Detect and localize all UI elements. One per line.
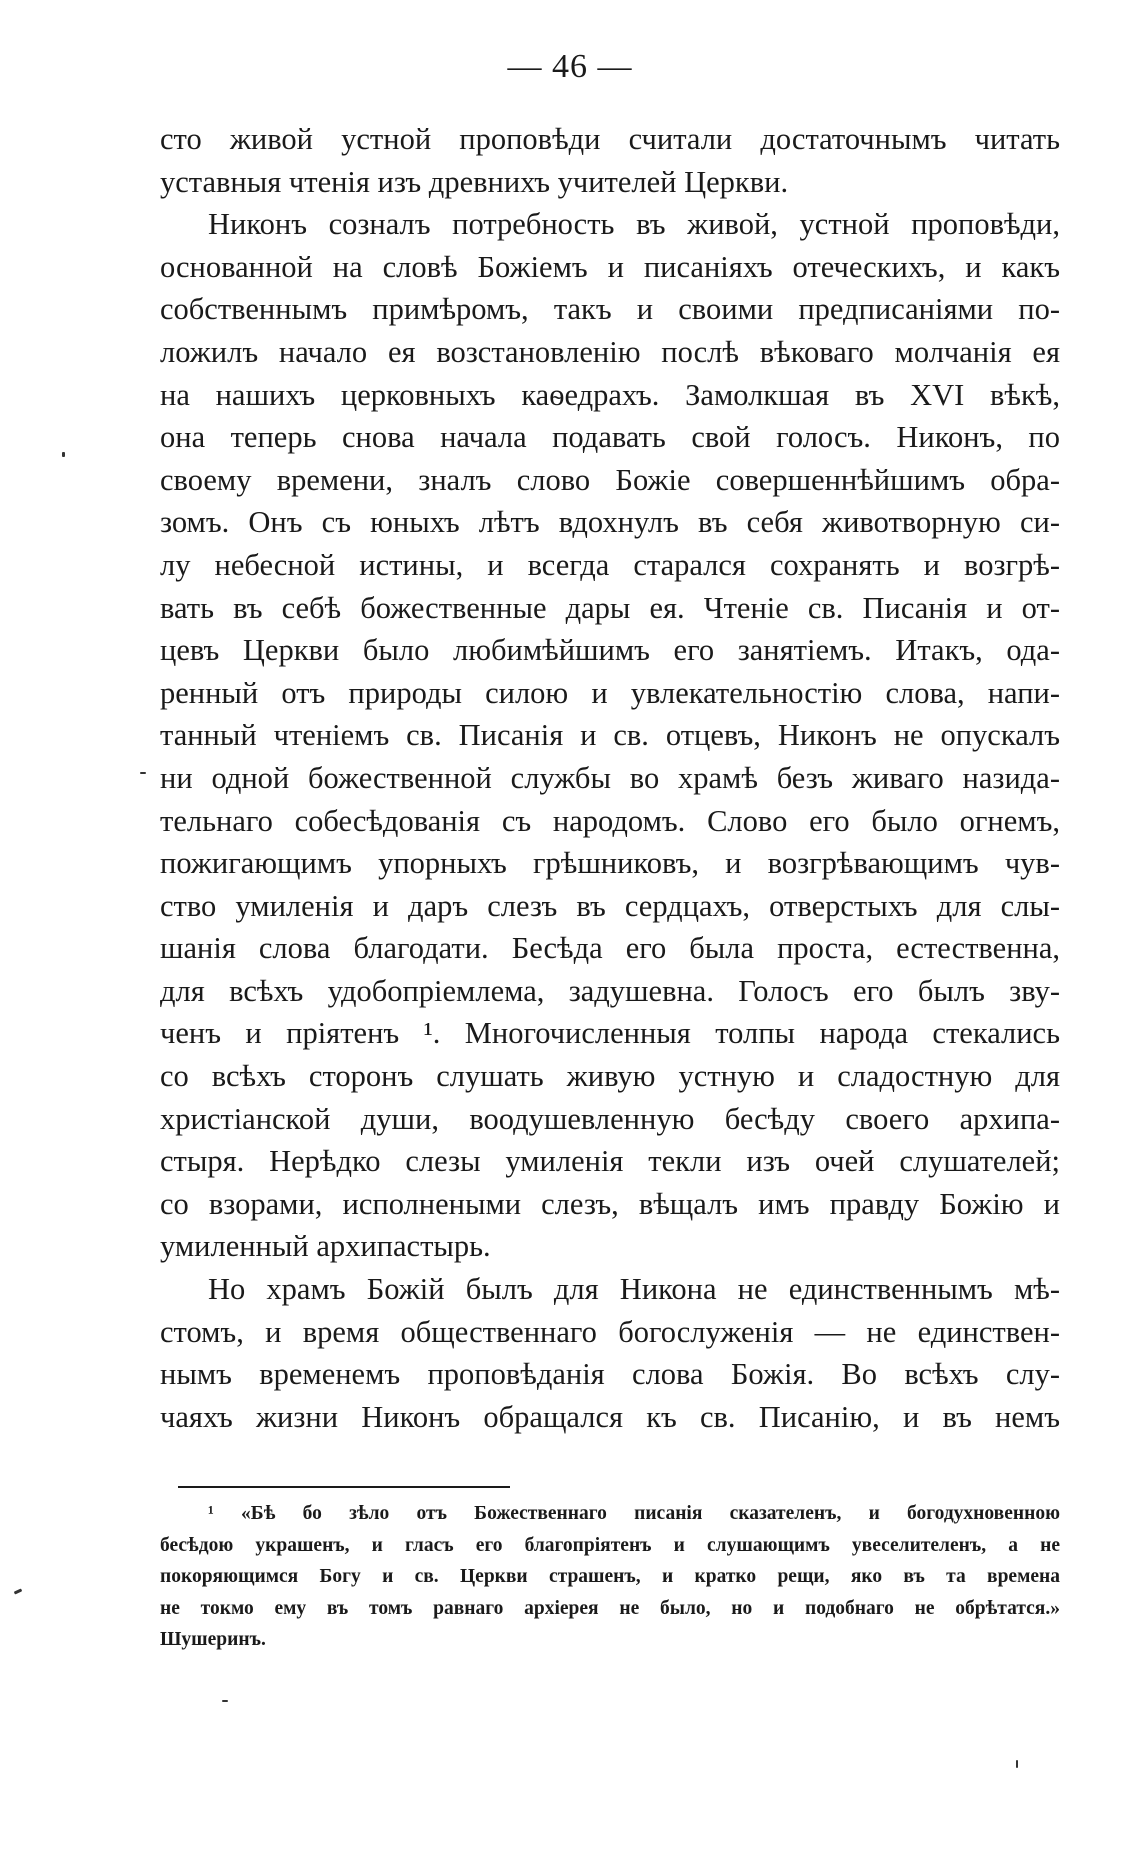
text-line: тельнаго собесѣдованія съ народомъ. Слово его было огнемъ, <box>160 803 1060 838</box>
text-line: ченъ и пріятенъ ¹. Многочисленныя толпы народа стекались <box>160 1016 1060 1051</box>
footnote-line: ¹ «Бѣ бо зѣло отъ Божественнаго писанія сказателенъ, и богодухновенною <box>208 1503 1060 1524</box>
text-line: уставныя чтенія изъ древнихъ учителей Церкви. <box>160 164 789 199</box>
text-line: основанной на словѣ Божіемъ и писаніяхъ отеческихъ, и какъ <box>160 249 1060 284</box>
text-line: зомъ. Онъ съ юныхъ лѣтъ вдохнулъ въ себя животворную си- <box>160 505 1060 540</box>
footnote-line: Шушеринъ. <box>160 1629 266 1650</box>
main-text <box>160 118 1060 1438</box>
text-line: шанія слова благодати. Бесѣда его была проста, естественна, <box>160 931 1060 966</box>
text-line: вать въ себѣ божественные дары ея. Чтеніе св. Писанія и от- <box>160 590 1060 625</box>
text-line: лу небесной истины, и всегда старался сохранять и возгрѣ- <box>160 547 1060 582</box>
paragraph-2 <box>160 203 1060 1268</box>
text-line: нымъ временемъ проповѣданія слова Божія. Во всѣхъ слу- <box>160 1357 1060 1392</box>
text-line: стыря. Нерѣдко слезы умиленія текли изъ очей слушателей; <box>160 1144 1060 1179</box>
text-line: чаяхъ жизни Никонъ обращался къ св. Писанію, и въ немъ <box>160 1399 1060 1434</box>
text-line: сто живой устной проповѣди считали достаточнымъ читать <box>160 122 1060 156</box>
text-line: Но храмъ Божій былъ для Никона не единственнымъ мѣ- <box>208 1272 1060 1307</box>
footnote-line: не токмо ему въ томъ равнаго архіерея не было, но и подобнаго не обрѣтатся.» <box>160 1597 1060 1619</box>
text-line: ство умиленія и даръ слезъ въ сердцахъ, отверстыхъ для слы- <box>160 888 1060 923</box>
paragraph-3 <box>160 1268 1060 1438</box>
text-line: на нашихъ церковныхъ каѳедрахъ. Замолкшая въ XVI вѣкѣ, <box>160 377 1060 412</box>
text-line: для всѣхъ удобопріемлема, задушевна. Голосъ его былъ зву- <box>160 973 1060 1008</box>
text-line: собственнымъ примѣромъ, такъ и своими предписаніями по- <box>160 292 1060 327</box>
text-line: ни одной божественной службы во храмѣ безъ живаго назида- <box>160 760 1060 795</box>
text-line: христіанской души, воодушевленную бесѣду своего архипа- <box>160 1101 1060 1136</box>
text-line: цевъ Церкви было любимѣйшимъ его занятіемъ. Итакъ, ода- <box>160 633 1060 668</box>
text-line: танный чтеніемъ св. Писанія и св. отцевъ, Никонъ не опускалъ <box>160 718 1060 753</box>
scan-speck <box>1016 1760 1018 1768</box>
scan-speck <box>140 772 146 774</box>
text-line: ренный отъ природы силою и увлекательностію слова, напи- <box>160 675 1060 710</box>
scan-speck <box>222 1700 228 1702</box>
text-line: умиленный архипастырь. <box>160 1229 491 1264</box>
page-number: — 46 — <box>507 48 633 85</box>
footnote-line: покоряющимся Богу и св. Церкви страшенъ, и кратко рещи, яко въ та времена <box>160 1566 1060 1587</box>
footnote-line: бесѣдою украшенъ, и гласъ его благопріятенъ и слушающимъ увеселителенъ, а не <box>160 1534 1060 1556</box>
text-line: ложилъ начало ея возстановленію послѣ вѣковаго молчанія ея <box>160 334 1060 369</box>
text-line: Никонъ созналъ потребность въ живой, устной проповѣди, <box>208 207 1060 242</box>
text-line: своему времени, зналъ слово Божіе совершеннѣйшимъ обра- <box>160 462 1060 497</box>
text-line: пожигающимъ упорныхъ грѣшниковъ, и возгрѣвающимъ чув- <box>160 846 1060 881</box>
paragraph-1 <box>160 118 1060 203</box>
text-line: со всѣхъ сторонъ слушать живую устную и сладостную для <box>160 1059 1060 1094</box>
footnote <box>160 1498 1060 1656</box>
text-line: со взорами, исполнеными слезъ, вѣщалъ имъ правду Божію и <box>160 1186 1060 1221</box>
footnote-divider <box>178 1486 510 1488</box>
scan-speck <box>14 1588 23 1594</box>
text-line: она теперь снова начала подавать свой голосъ. Никонъ, по <box>160 420 1060 455</box>
scan-speck <box>62 452 65 457</box>
text-line: стомъ, и время общественнаго богослуженія — не единствен- <box>160 1314 1060 1349</box>
